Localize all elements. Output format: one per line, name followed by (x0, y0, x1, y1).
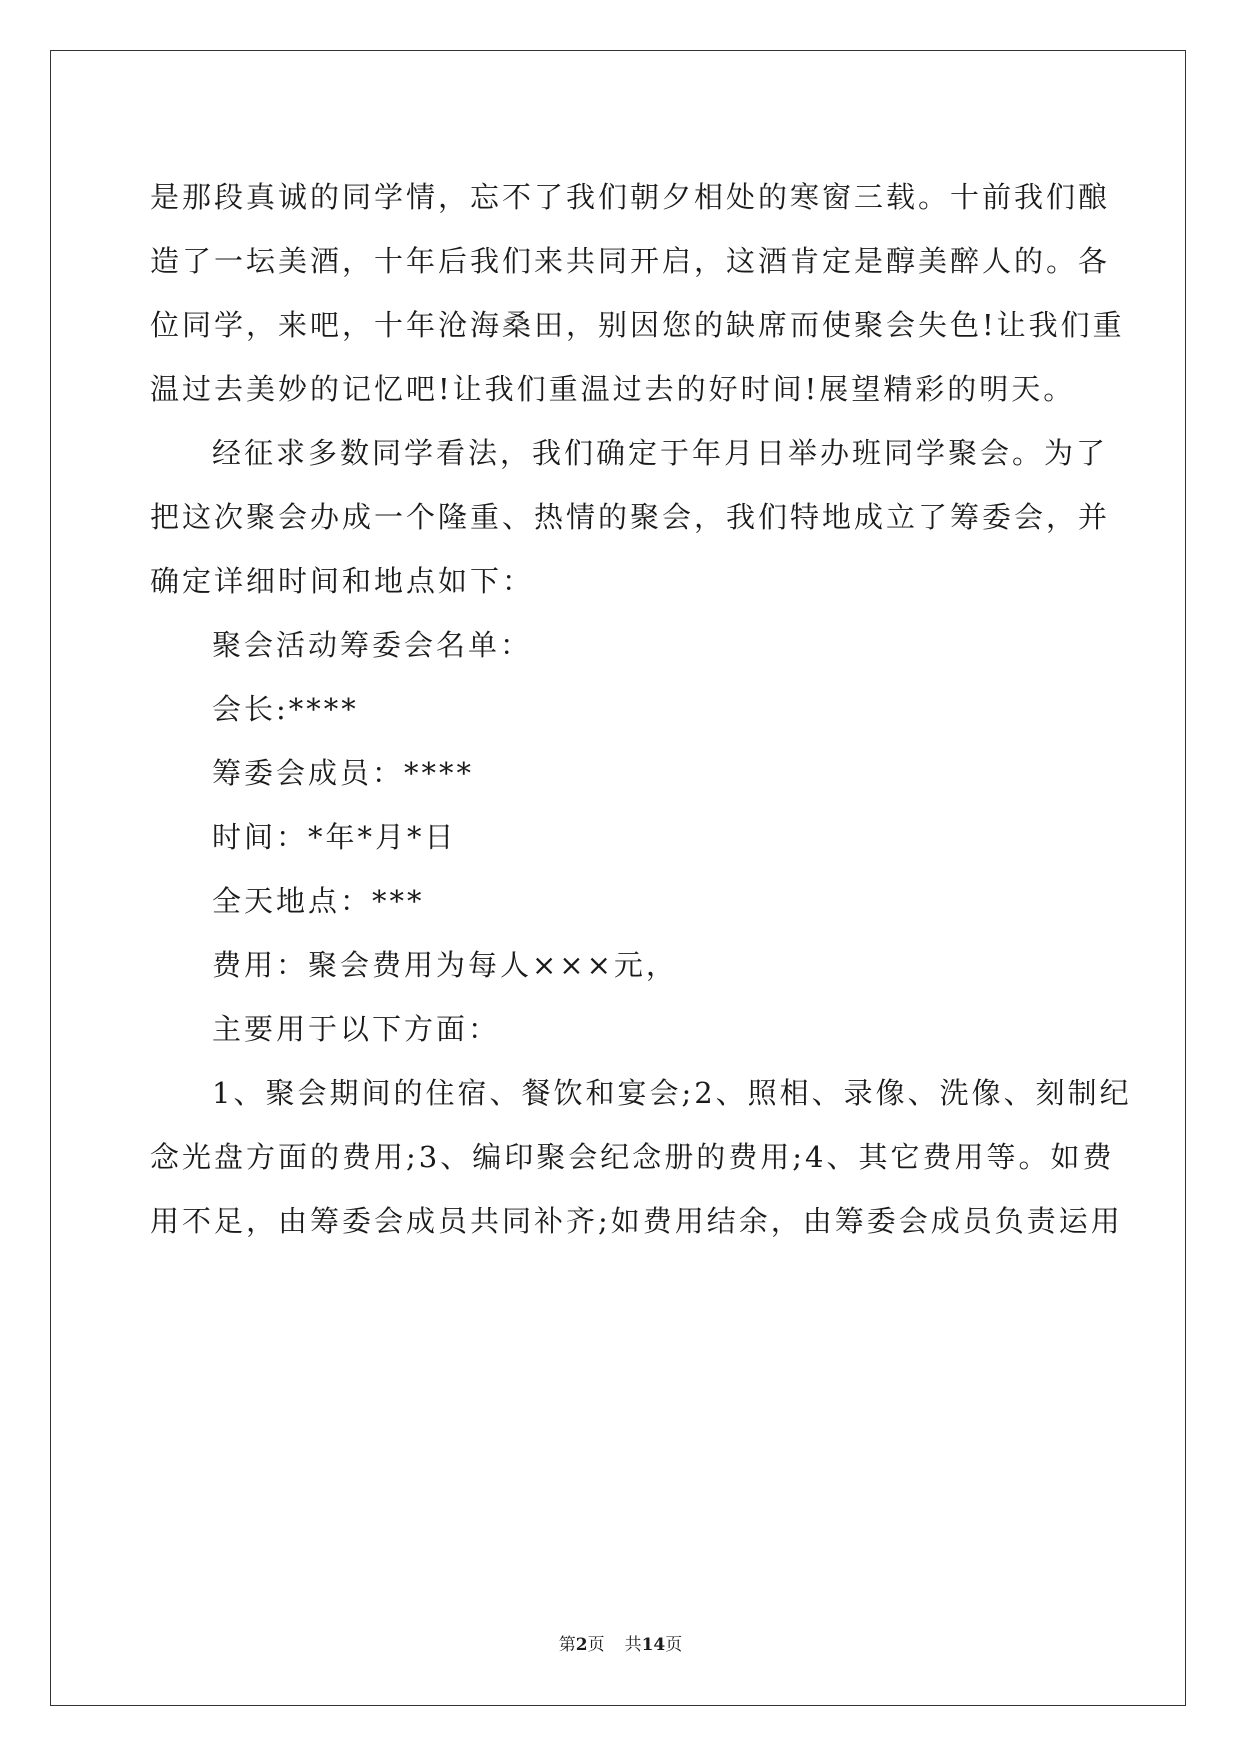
fee-usage-heading: 主要用于以下方面： (212, 1012, 501, 1046)
total-prefix: 共 (624, 1635, 642, 1655)
paragraph-line: 位同学，来吧，十年沧海桑田，别因您的缺席而使聚会失色!让我们重 (150, 308, 1125, 342)
committee-list-heading: 聚会活动筹委会名单： (212, 628, 533, 662)
paragraph-line: 1、聚会期间的住宿、餐饮和宴会;2、照相、录像、洗像、刻制纪 (212, 1076, 1132, 1110)
paragraph-line: 是那段真诚的同学情，忘不了我们朝夕相处的寒窗三载。十前我们酿 (150, 180, 1111, 214)
page-prefix: 第 (558, 1635, 576, 1655)
location-line: 全天地点：*** (212, 884, 425, 918)
total-pages: 14 (641, 1635, 666, 1655)
paragraph-line: 经征求多数同学看法，我们确定于年月日举办班同学聚会。为了 (212, 436, 1109, 470)
fee-line: 费用：聚会费用为每人×××元， (212, 948, 678, 982)
paragraph-line: 造了一坛美酒，十年后我们来共同开启，这酒肯定是醇美醉人的。各 (150, 244, 1111, 278)
page-suffix: 页 (587, 1635, 605, 1655)
page-number: 2 (575, 1635, 588, 1655)
paragraph-line: 把这次聚会办成一个隆重、热情的聚会，我们特地成立了筹委会，并 (150, 500, 1111, 534)
paragraph-line: 确定详细时间和地点如下： (150, 564, 535, 598)
committee-members-line: 筹委会成员：**** (212, 756, 475, 790)
total-suffix: 页 (665, 1635, 683, 1655)
paragraph-line: 念光盘方面的费用;3、编印聚会纪念册的费用;4、其它费用等。如费 (150, 1140, 1115, 1174)
page-footer (0, 1630, 1241, 1655)
paragraph-line: 用不足，由筹委会成员共同补齐;如费用结余，由筹委会成员负责运用 (150, 1204, 1123, 1238)
document-body (150, 165, 1132, 1253)
president-line: 会长:**** (212, 692, 359, 726)
paragraph-line: 温过去美妙的记忆吧!让我们重温过去的好时间!展望精彩的明天。 (150, 372, 1076, 406)
time-line: 时间：*年*月*日 (212, 820, 457, 854)
